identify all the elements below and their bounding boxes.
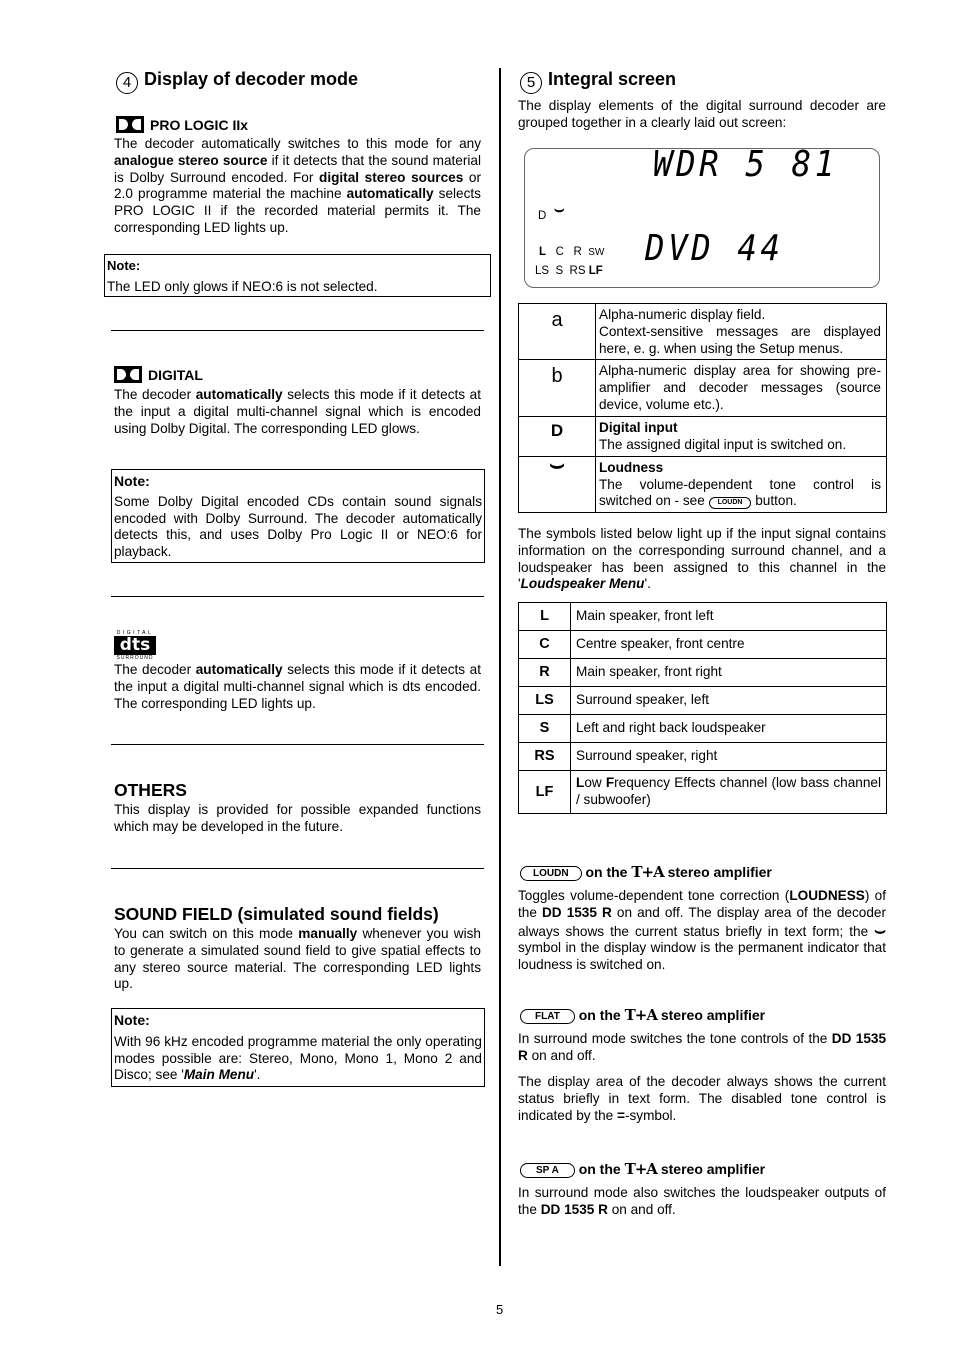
lcd-digital-indicator [538, 208, 546, 225]
loudn-button-icon: LOUDN [709, 497, 752, 509]
soundfield-heading: SOUND FIELD (simulated sound fields) [114, 904, 439, 924]
desc-cell [596, 416, 887, 456]
desc-cell [596, 456, 887, 512]
text-run: or 2.0 programme material the machine [114, 169, 481, 202]
text-run: The symbols listed below light up if the input signal contains information on the corresponding surround channel, and a loudspeaker has been assigned to this channel in the ' [518, 526, 886, 592]
key-cell: LS [519, 687, 571, 715]
bold-run: LOUDNESS [789, 888, 865, 903]
key-cell: S [519, 715, 571, 743]
ta-logo: T+A [624, 1006, 657, 1024]
lcd-r: R [573, 246, 582, 258]
divider [111, 744, 484, 745]
heading-pre: on the [578, 1161, 621, 1177]
text-run: selects PRO LOGIC II if the recorded material permits it. The corresponding LED lights up. [114, 186, 481, 235]
lcd-c: C [555, 246, 564, 258]
text-run: The decoder [114, 662, 196, 677]
note-text [114, 1034, 482, 1084]
dts-logo-main: dts [114, 636, 156, 655]
bold-run: automatically [195, 662, 283, 677]
bold-run: digital stereo sources [319, 169, 464, 185]
divider [111, 330, 484, 331]
desc-title: Digital input [599, 419, 678, 435]
digital-note [111, 469, 485, 563]
desc-title: Loudness [599, 459, 664, 475]
divider [111, 868, 484, 869]
desc-cell: Main speaker, front left [571, 603, 887, 631]
table-row [519, 416, 887, 456]
section-4-heading [116, 68, 358, 94]
heading-post: stereo amplifier [660, 1007, 766, 1023]
dolby-double-d-icon [114, 366, 142, 383]
loudness-icon: ⌣ [549, 450, 565, 478]
table-row [519, 687, 887, 715]
section-5-heading [520, 68, 676, 94]
flat-paragraph-1 [518, 1031, 886, 1065]
text-run: In surround mode also switches the loudspeaker outputs of the [518, 1185, 886, 1217]
key-cell: R [519, 659, 571, 687]
bold-run: automatically [346, 186, 434, 202]
text-run: requency Effects channel (low bass channel / subwoofer) [576, 775, 881, 807]
key-cell [519, 450, 596, 512]
text-run: -symbol. [624, 1107, 677, 1123]
key-cell: C [519, 631, 571, 659]
bold-run: automatically [195, 387, 283, 402]
prologic-note [104, 254, 491, 297]
prologic-heading-text: PRO LOGIC IIx [150, 117, 249, 133]
text-run: ) of the [518, 888, 886, 920]
key-cell: b [519, 360, 596, 416]
text-run: ow [584, 775, 606, 791]
soundfield-note [111, 1008, 485, 1087]
desc-text: The volume-dependent tone control is switched on - see [599, 476, 881, 509]
digital-paragraph [114, 387, 481, 437]
display-elements-table [518, 303, 887, 513]
key-cell: D [519, 416, 596, 456]
text-run: '. [644, 576, 651, 592]
loudn-heading [520, 863, 772, 881]
soundfield-paragraph [114, 926, 481, 993]
prologic-heading [116, 116, 248, 134]
note-text: Some Dolby Digital encoded CDs contain sound signals encoded with Dolby Surround. The decoder automatically detects this, and uses Dolby Pro Logic II or NEO:6 for playback. [114, 493, 482, 560]
flat-heading [520, 1006, 765, 1024]
lcd-line-b: DVD 44 [645, 228, 784, 269]
text-run: You can switch on this mode [114, 926, 299, 941]
bold-run: DD 1535 R [540, 1201, 608, 1217]
bold-run: F [605, 775, 615, 791]
lcd-line-a: WDR 5 81 [653, 144, 838, 185]
heading-post: stereo amplifier [660, 1161, 766, 1177]
loudness-icon: ⌣ [874, 919, 886, 940]
loudn-paragraph [518, 888, 886, 974]
ta-logo: T+A [624, 1160, 657, 1178]
key-cell: L [519, 603, 571, 631]
lcd-row2 [535, 263, 625, 280]
lcd-row1 [539, 244, 619, 262]
symbols-intro [518, 526, 886, 593]
lcd-lf: LF [588, 265, 603, 277]
text-run: selects this mode if it detects at the input a digital multi-channel signal which is dts encoded. The corresponding LED lights up. [114, 662, 481, 711]
lcd-sw: SW [588, 247, 605, 258]
speaker-symbols-table [518, 602, 887, 814]
table-row [519, 715, 887, 743]
key-cell: a [519, 304, 596, 360]
desc-cell: Left and right back loudspeaker [571, 715, 887, 743]
flat-button-icon: FLAT [520, 1009, 575, 1024]
desc-cell [571, 771, 887, 814]
section-number: 5 [520, 72, 542, 94]
prologic-paragraph [114, 136, 481, 237]
spa-paragraph [518, 1185, 886, 1219]
loudn-button-icon: LOUDN [520, 866, 582, 881]
table-row [519, 771, 887, 814]
bold-run: DD 1535 R [541, 904, 612, 920]
key-cell: LF [519, 771, 571, 814]
integral-intro: The display elements of the digital surround decoder are grouped together in a clearly laid out screen: [518, 98, 886, 130]
spa-button-icon: SP A [520, 1163, 575, 1178]
section-number: 4 [116, 72, 138, 94]
dolby-double-d-icon [116, 116, 144, 133]
key-cell: RS [519, 743, 571, 771]
lcd-rs: RS [569, 265, 586, 277]
page-number: 5 [496, 1302, 504, 1317]
text-run: whenever you wish to generate a simulated sound field to give spatial effects to any stereo source material. The corresponding LED lights up. [114, 926, 481, 992]
desc-cell: Main speaker, front right [571, 659, 887, 687]
digital-heading [114, 366, 203, 384]
lcd-s: S [555, 265, 564, 277]
text-run: With 96 kHz encoded programme material the only operating modes possible are: Stereo, Mono, Mono 1, Mono 2 and Disco; see ' [114, 1033, 482, 1083]
dts-paragraph [114, 662, 481, 712]
dts-logo-top: DIGITAL [116, 630, 154, 636]
others-paragraph: This display is provided for possible expanded functions which may be developed in the future. [114, 802, 481, 834]
section-title: Display of decoder mode [144, 69, 359, 89]
text-run: '. [254, 1067, 261, 1083]
text-run: The display area of the decoder always shows the current status briefly in text form. The disabled tone control is indicated by the [518, 1074, 886, 1123]
bold-run: manually [298, 926, 358, 941]
lcd-display [524, 144, 880, 288]
note-title: Note: [107, 258, 141, 273]
column-divider [499, 68, 501, 1266]
desc-cell: Alpha-numeric display area for showing pre-amplifier and decoder messages (source device, volume etc.). [596, 360, 887, 416]
table-row [519, 631, 887, 659]
others-heading: OTHERS [114, 780, 187, 800]
note-title: Note: [114, 473, 150, 489]
text-run: if it detects that the sound material is Dolby Surround encoded. For [114, 152, 481, 185]
text-run: selects this mode if it detects at the input a digital multi-channel signal which is encoded using Dolby Digital. The corresponding LED glows. [114, 387, 481, 436]
dts-logo-bottom: SURROUND [116, 655, 154, 661]
table-row [519, 603, 887, 631]
lcd-d: D [538, 210, 547, 222]
text-run: symbol in the display window is the permanent indicator that loudness is switched on. [518, 940, 886, 973]
section-title: Integral screen [548, 69, 677, 89]
spa-heading [520, 1160, 765, 1178]
text-run: The decoder [114, 387, 196, 402]
desc-cell [596, 304, 887, 360]
table-row [519, 360, 887, 416]
bold-run: L [576, 775, 585, 791]
desc-line: Alpha-numeric display field. [599, 307, 766, 322]
heading-post: stereo amplifier [667, 864, 772, 880]
lcd-ls: LS [535, 265, 550, 277]
bold-run: = [617, 1107, 625, 1123]
table-row [519, 659, 887, 687]
text-run: on and off. [607, 1201, 676, 1217]
text-run: Toggles volume-dependent tone correction ( [518, 888, 790, 903]
table-row [519, 743, 887, 771]
desc-cell: Centre speaker, front centre [571, 631, 887, 659]
flat-paragraph-2 [518, 1074, 886, 1124]
text-run: on and off. The display area of the decoder always shows the current status briefly in text form; the [518, 904, 886, 939]
text-run: on and off. [527, 1047, 596, 1063]
text-run: In surround mode switches the tone controls of the [518, 1031, 832, 1046]
ta-logo: T+A [631, 863, 664, 881]
lcd-l: L [539, 246, 547, 258]
desc-cell: Surround speaker, left [571, 687, 887, 715]
desc-text: button. [751, 493, 797, 509]
desc-line: The assigned digital input is switched on. [599, 436, 847, 452]
table-row [519, 304, 887, 360]
digital-heading-text: DIGITAL [148, 367, 203, 383]
desc-line: Context-sensitive messages are displayed here, e. g. when using the Setup menus. [599, 323, 881, 356]
bold-italic-run: Loudspeaker Menu [520, 576, 645, 592]
note-text: The LED only glows if NEO:6 is not selected. [107, 278, 378, 294]
text-run: The decoder automatically switches to this mode for any [114, 136, 481, 151]
heading-pre: on the [585, 864, 628, 880]
loudness-icon: ⌣ [554, 201, 565, 218]
heading-pre: on the [578, 1007, 621, 1023]
bold-italic-run: Main Menu [183, 1067, 255, 1083]
dts-logo [114, 630, 156, 662]
note-title: Note: [114, 1012, 150, 1028]
divider [111, 596, 484, 597]
desc-cell: Surround speaker, right [571, 743, 887, 771]
table-row [519, 456, 887, 512]
bold-run: analogue stereo source [114, 152, 268, 168]
bold-run: DD 1535 R [518, 1031, 887, 1063]
